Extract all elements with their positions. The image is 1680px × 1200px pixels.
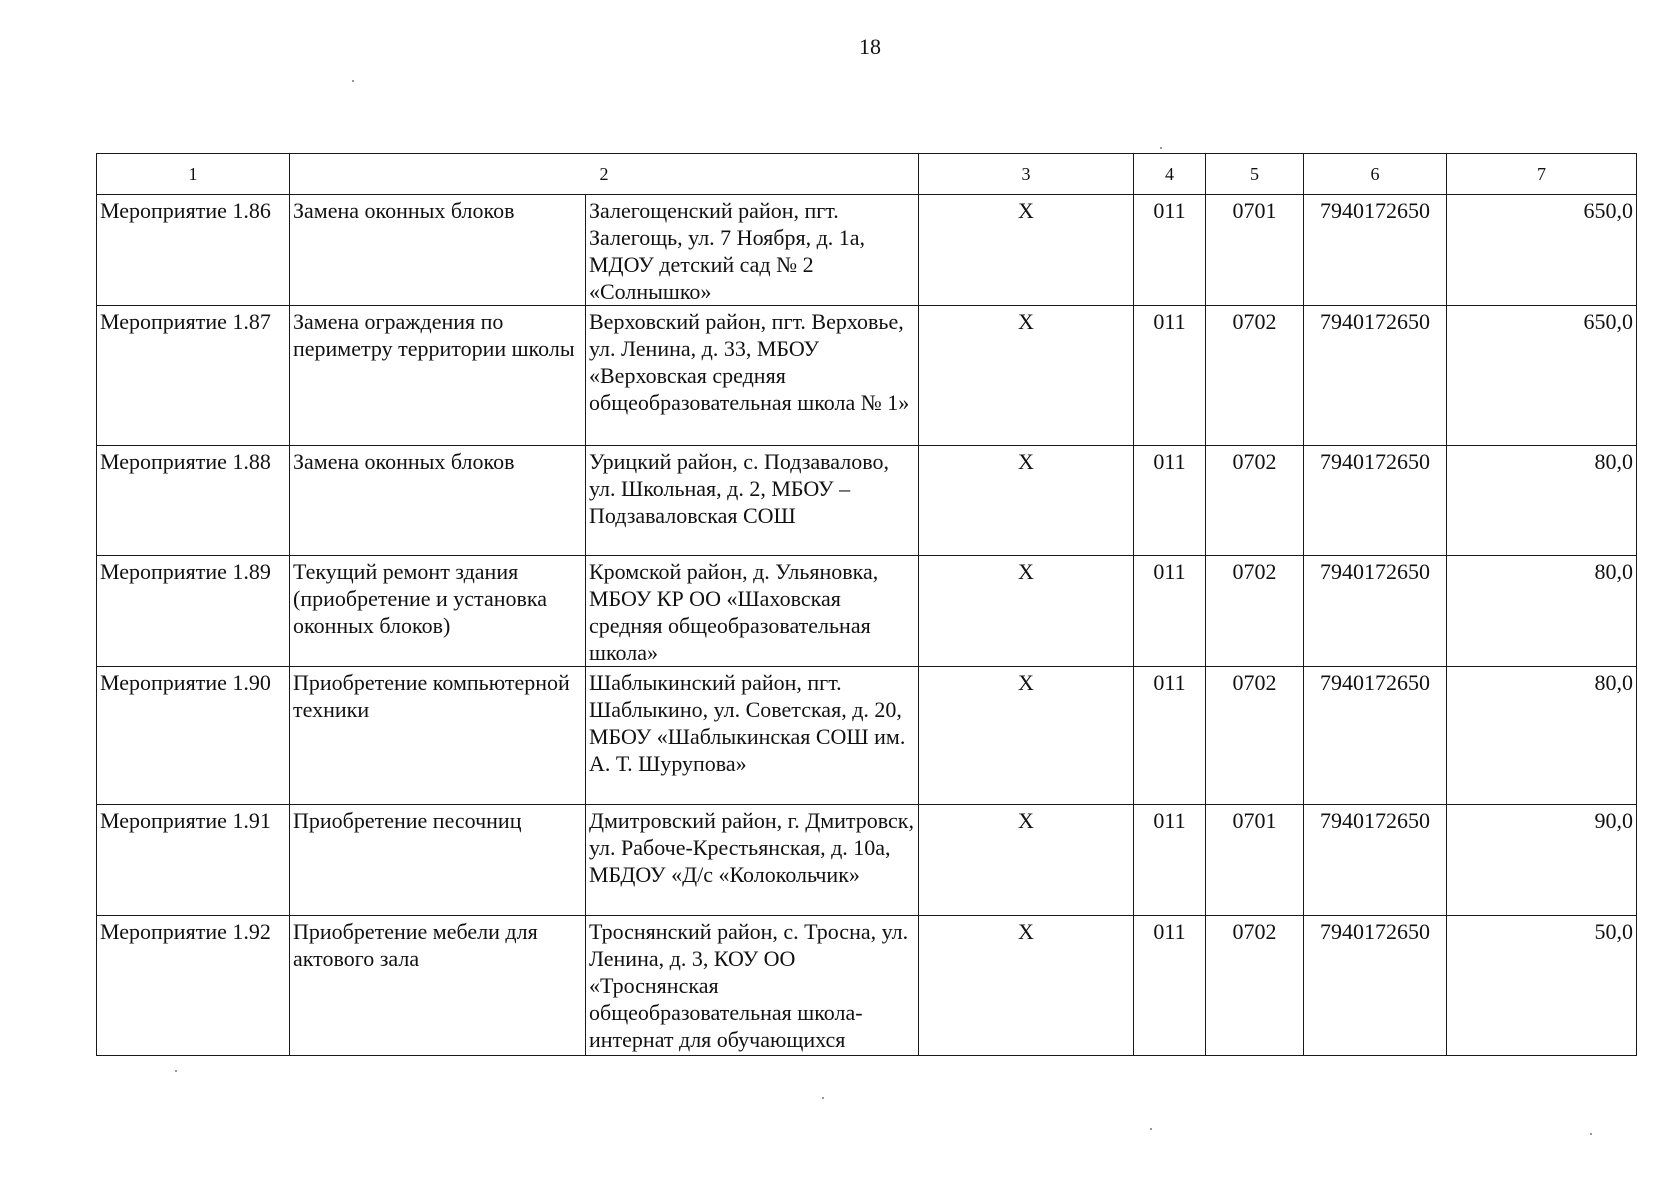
col4-cell: 011 [1134,306,1206,446]
address-cell: Верховский район, пгт. Верховье, ул. Ленина, д. 33, МБОУ «Верховская средняя общеобразовательная школа № 1» [586,306,919,446]
col6-cell: 7940172650 [1304,446,1447,556]
col4-cell: 011 [1134,446,1206,556]
col7-cell: 80,0 [1447,446,1637,556]
col7-cell: 50,0 [1447,916,1637,1056]
header-cell-7: 7 [1447,154,1637,195]
scan-speck [1160,147,1162,149]
col4-cell: 011 [1134,195,1206,306]
col5-cell: 0702 [1206,446,1304,556]
scan-speck [1590,1133,1592,1135]
table-header-row [97,154,1637,195]
col4-cell: 011 [1134,667,1206,805]
event-cell: Мероприятие 1.87 [97,306,290,446]
col6-cell: 7940172650 [1304,306,1447,446]
header-cell-2: 2 [290,154,919,195]
work-cell: Приобретение компьютерной техники [290,667,586,805]
event-cell: Мероприятие 1.89 [97,556,290,667]
col3-cell: Х [919,446,1134,556]
col4-cell: 011 [1134,556,1206,667]
col3-cell: Х [919,805,1134,916]
header-cell-5: 5 [1206,154,1304,195]
col7-cell: 650,0 [1447,306,1637,446]
col5-cell: 0702 [1206,916,1304,1056]
col7-cell: 650,0 [1447,195,1637,306]
scan-speck [822,1097,824,1099]
col6-cell: 7940172650 [1304,667,1447,805]
table-row [97,195,1637,306]
address-cell: Дмитровский район, г. Дмитровск, ул. Рабоче-Крестьянская, д. 10а, МБДОУ «Д/с «Колокольчик» [586,805,919,916]
col3-cell: Х [919,306,1134,446]
header-cell-4: 4 [1134,154,1206,195]
scan-speck [1150,1128,1152,1130]
col3-cell: Х [919,667,1134,805]
col5-cell: 0701 [1206,805,1304,916]
work-cell: Текущий ремонт здания (приобретение и установка оконных блоков) [290,556,586,667]
address-cell: Кромской район, д. Ульяновка, МБОУ КР ОО «Шаховская средняя общеобразовательная школа» [586,556,919,667]
table-row [97,306,1637,446]
header-cell-3: 3 [919,154,1134,195]
col7-cell: 90,0 [1447,805,1637,916]
event-cell: Мероприятие 1.90 [97,667,290,805]
scan-speck [175,1070,177,1072]
table-row [97,916,1637,1056]
col5-cell: 0702 [1206,556,1304,667]
col4-cell: 011 [1134,805,1206,916]
col6-cell: 7940172650 [1304,916,1447,1056]
event-cell: Мероприятие 1.92 [97,916,290,1056]
col7-cell: 80,0 [1447,667,1637,805]
col3-cell: Х [919,556,1134,667]
table-row [97,446,1637,556]
col7-cell: 80,0 [1447,556,1637,667]
work-cell: Приобретение мебели для актового зала [290,916,586,1056]
work-cell: Замена оконных блоков [290,446,586,556]
col3-cell: Х [919,916,1134,1056]
work-cell: Приобретение песочниц [290,805,586,916]
scan-speck [352,80,354,82]
page-number: 18 [859,34,881,59]
col5-cell: 0701 [1206,195,1304,306]
event-cell: Мероприятие 1.86 [97,195,290,306]
table-row [97,667,1637,805]
work-cell: Замена ограждения по периметру территории школы [290,306,586,446]
table-row [97,556,1637,667]
col4-cell: 011 [1134,916,1206,1056]
header-cell-6: 6 [1304,154,1447,195]
table-row [97,805,1637,916]
address-cell: Залегощенский район, пгт. Залегощь, ул. 7 Ноября, д. 1а, МДОУ детский сад № 2 «Солнышко» [586,195,919,306]
header-cell-1: 1 [97,154,290,195]
col3-cell: Х [919,195,1134,306]
event-cell: Мероприятие 1.91 [97,805,290,916]
col5-cell: 0702 [1206,306,1304,446]
col6-cell: 7940172650 [1304,805,1447,916]
budget-table [96,153,1637,1056]
col6-cell: 7940172650 [1304,195,1447,306]
col5-cell: 0702 [1206,667,1304,805]
address-cell: Шаблыкинский район, пгт. Шаблыкино, ул. Советская, д. 20, МБОУ «Шаблыкинская СОШ им. А. Т. Шурупова» [586,667,919,805]
col6-cell: 7940172650 [1304,556,1447,667]
work-cell: Замена оконных блоков [290,195,586,306]
event-cell: Мероприятие 1.88 [97,446,290,556]
address-cell: Урицкий район, с. Подзавалово, ул. Школьная, д. 2, МБОУ – Подзаваловская СОШ [586,446,919,556]
address-cell: Троснянский район, с. Тросна, ул. Ленина, д. 3, КОУ ОО «Троснянская общеобразовательная школа-интернат для обучающихся [586,916,919,1056]
